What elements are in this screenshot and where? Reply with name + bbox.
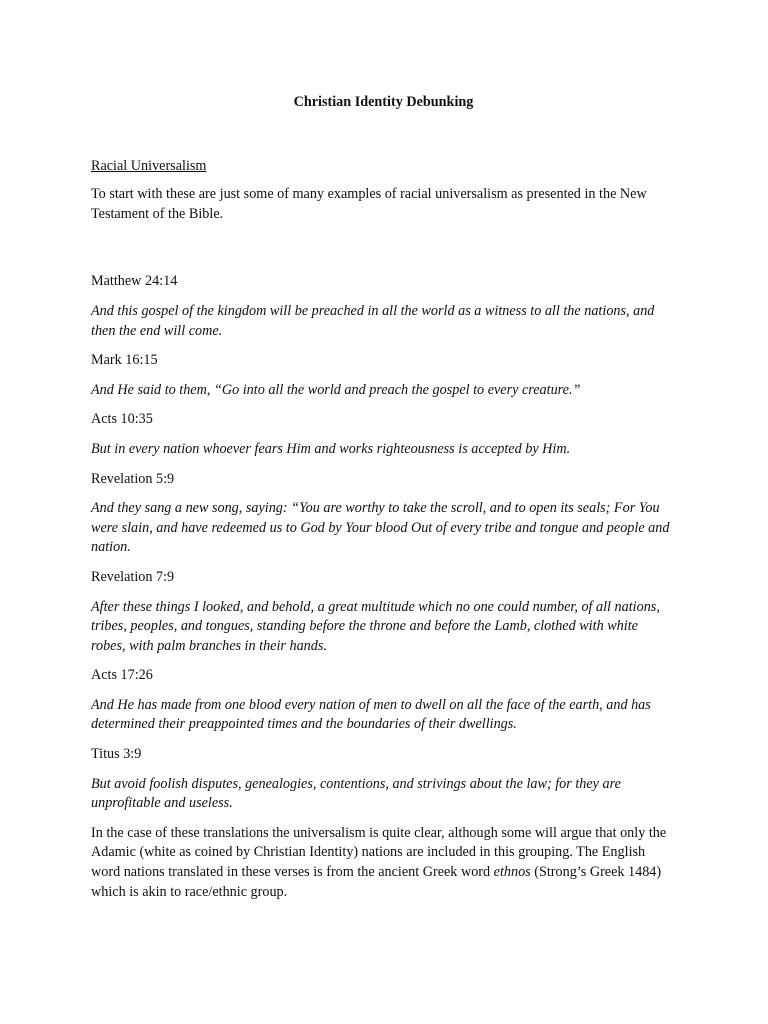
intro-paragraph: To start with these are just some of many examples of racial universalism as presented in the New Testament of the Bible. <box>91 186 647 222</box>
conclusion-text-start: In the case of these translations the universalism is quite clear, although some will argue that only the Adamic (white as coined by Christian Identity) nations are included in this grouping. The English word nations translated in these verses is from the ancient Greek word <box>91 824 667 881</box>
verse-text-titus-3-9: But avoid foolish disputes, genealogies, contentions, and strivings about the law; for they are unprofitable and useless. <box>91 775 621 812</box>
verse-reference-acts-10-35: Acts 10:35 <box>91 411 153 428</box>
verse-text-matthew-24-14: And this gospel of the kingdom will be preached in all the world as a witness to all the nations, and then the end will come. <box>91 302 655 339</box>
verse-reference-acts-17-26: Acts 17:26 <box>91 667 153 684</box>
conclusion-paragraph <box>91 824 676 902</box>
verse-text-revelation-5-9: And they sang a new song, saying: “You are worthy to take the scroll, and to open its seals; For You were slain, and have redeemed us to God by Your blood Out of every tribe and tongue and people and nation. <box>91 500 670 556</box>
verse-reference-titus-3-9: Titus 3:9 <box>91 746 142 763</box>
verse-reference-mark-16-15: Mark 16:15 <box>91 352 158 369</box>
verse-text-revelation-7-9: After these things I looked, and behold, a great multitude which no one could number, of all nations, tribes, peoples, and tongues, standing before the throne and before the Lamb, clothed with white robes, with palm branches in their hands. <box>91 598 660 654</box>
greek-term-ethnos: ethnos <box>493 864 531 881</box>
verse-reference-revelation-5-9: Revelation 5:9 <box>91 470 175 487</box>
section-heading: Racial Universalism <box>91 157 207 174</box>
conclusion-text-end: (Strong’s Greek 1484) which is akin to race/ethnic group. <box>91 864 662 900</box>
document-body <box>91 93 676 902</box>
verse-text-acts-10-35: But in every nation whoever fears Him and works righteousness is accepted by Him. <box>91 440 571 457</box>
verse-text-mark-16-15: And He said to them, “Go into all the world and preach the gospel to every creature.” <box>91 381 581 398</box>
verse-reference-revelation-7-9: Revelation 7:9 <box>91 568 175 585</box>
verse-reference-matthew-24-14: Matthew 24:14 <box>91 273 178 290</box>
verse-text-acts-17-26: And He has made from one blood every nation of men to dwell on all the face of the earth, and has determined their preappointed times and the boundaries of their dwellings. <box>91 696 651 733</box>
document-title: Christian Identity Debunking <box>293 94 474 110</box>
